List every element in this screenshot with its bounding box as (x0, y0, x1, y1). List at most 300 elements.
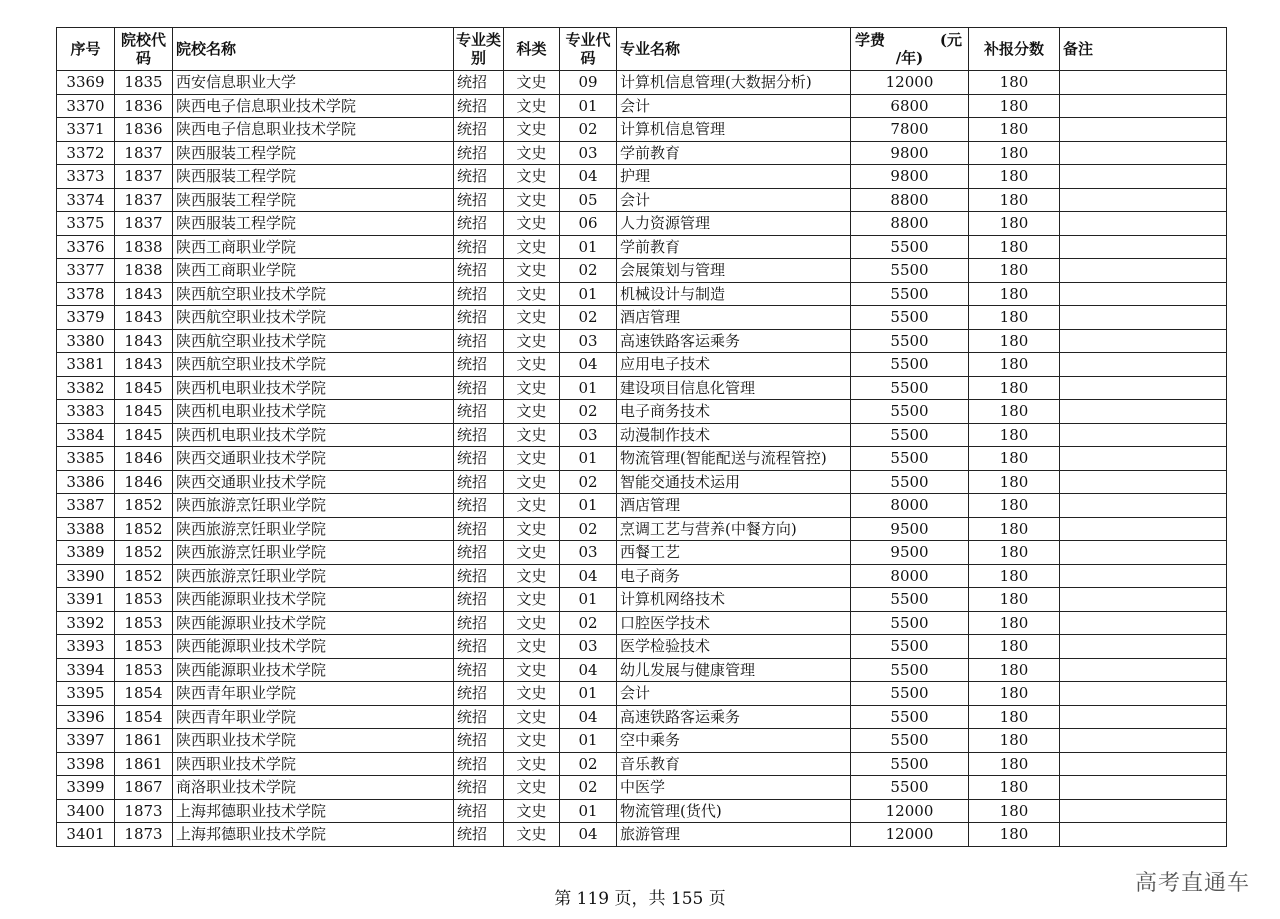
cell-subject: 文史 (504, 94, 560, 118)
cell-subject: 文史 (504, 564, 560, 588)
cell-score: 180 (969, 306, 1060, 330)
cell-major-name: 烹调工艺与营养(中餐方向) (617, 517, 851, 541)
cell-subject: 文史 (504, 259, 560, 283)
cell-note (1060, 282, 1227, 306)
cell-fee: 7800 (851, 118, 969, 142)
table-row (57, 729, 1227, 753)
cell-major-name: 物流管理(货代) (617, 799, 851, 823)
cell-major-type: 统招 (454, 517, 504, 541)
cell-major-code: 01 (560, 235, 617, 259)
cell-major-type: 统招 (454, 447, 504, 471)
cell-major-type: 统招 (454, 353, 504, 377)
cell-major-type: 统招 (454, 94, 504, 118)
cell-major-code: 01 (560, 799, 617, 823)
cell-fee: 5500 (851, 447, 969, 471)
cell-school-code: 1873 (115, 823, 173, 847)
page-number: 第 119 页，共 155 页 (554, 889, 726, 909)
cell-major-code: 01 (560, 494, 617, 518)
admissions-table (56, 27, 1227, 847)
cell-seq: 3391 (57, 588, 115, 612)
cell-school-code: 1845 (115, 376, 173, 400)
cell-major-name: 酒店管理 (617, 494, 851, 518)
cell-school-name: 陕西航空职业技术学院 (173, 353, 454, 377)
header-fee-unit-close: /年) (895, 49, 924, 67)
cell-subject: 文史 (504, 165, 560, 189)
cell-score: 180 (969, 282, 1060, 306)
cell-major-code: 05 (560, 188, 617, 212)
cell-major-name: 中医学 (617, 776, 851, 800)
cell-school-code: 1861 (115, 729, 173, 753)
cell-school-code: 1836 (115, 118, 173, 142)
cell-fee: 5500 (851, 729, 969, 753)
cell-major-type: 统招 (454, 306, 504, 330)
cell-score: 180 (969, 658, 1060, 682)
cell-note (1060, 235, 1227, 259)
cell-major-type: 统招 (454, 259, 504, 283)
cell-note (1060, 353, 1227, 377)
table-row (57, 541, 1227, 565)
cell-fee: 5500 (851, 329, 969, 353)
cell-major-code: 06 (560, 212, 617, 236)
cell-subject: 文史 (504, 517, 560, 541)
header-fee-unit-open: (元 (939, 31, 962, 49)
cell-score: 180 (969, 588, 1060, 612)
cell-subject: 文史 (504, 752, 560, 776)
cell-major-code: 02 (560, 776, 617, 800)
cell-score: 180 (969, 141, 1060, 165)
cell-major-code: 01 (560, 376, 617, 400)
cell-major-name: 建设项目信息化管理 (617, 376, 851, 400)
cell-fee: 5500 (851, 682, 969, 706)
cell-major-code: 01 (560, 682, 617, 706)
cell-seq: 3393 (57, 635, 115, 659)
cell-score: 180 (969, 376, 1060, 400)
cell-major-type: 统招 (454, 658, 504, 682)
cell-major-code: 03 (560, 635, 617, 659)
cell-seq: 3379 (57, 306, 115, 330)
cell-subject: 文史 (504, 71, 560, 95)
table-row (57, 141, 1227, 165)
cell-school-name: 陕西电子信息职业技术学院 (173, 118, 454, 142)
cell-major-code: 09 (560, 71, 617, 95)
cell-school-name: 陕西青年职业学院 (173, 682, 454, 706)
cell-note (1060, 94, 1227, 118)
cell-school-name: 陕西航空职业技术学院 (173, 282, 454, 306)
cell-school-name: 陕西服装工程学院 (173, 212, 454, 236)
cell-fee: 5500 (851, 705, 969, 729)
cell-score: 180 (969, 94, 1060, 118)
cell-seq: 3376 (57, 235, 115, 259)
cell-subject: 文史 (504, 212, 560, 236)
cell-major-code: 04 (560, 823, 617, 847)
cell-subject: 文史 (504, 118, 560, 142)
cell-major-type: 统招 (454, 823, 504, 847)
table-row (57, 188, 1227, 212)
cell-note (1060, 141, 1227, 165)
cell-score: 180 (969, 188, 1060, 212)
cell-major-name: 应用电子技术 (617, 353, 851, 377)
cell-seq: 3399 (57, 776, 115, 800)
cell-subject: 文史 (504, 188, 560, 212)
cell-score: 180 (969, 400, 1060, 424)
cell-school-name: 陕西能源职业技术学院 (173, 658, 454, 682)
cell-school-name: 陕西工商职业学院 (173, 259, 454, 283)
cell-note (1060, 118, 1227, 142)
cell-major-name: 会计 (617, 188, 851, 212)
cell-major-code: 01 (560, 447, 617, 471)
cell-major-name: 计算机信息管理 (617, 118, 851, 142)
cell-fee: 5500 (851, 611, 969, 635)
cell-seq: 3389 (57, 541, 115, 565)
cell-note (1060, 823, 1227, 847)
cell-note (1060, 447, 1227, 471)
cell-note (1060, 306, 1227, 330)
cell-major-code: 01 (560, 94, 617, 118)
cell-major-type: 统招 (454, 141, 504, 165)
cell-school-code: 1837 (115, 188, 173, 212)
cell-major-type: 统招 (454, 165, 504, 189)
cell-major-name: 口腔医学技术 (617, 611, 851, 635)
cell-note (1060, 71, 1227, 95)
header-school-name: 院校名称 (173, 28, 454, 71)
cell-school-code: 1835 (115, 71, 173, 95)
cell-note (1060, 400, 1227, 424)
cell-fee: 5500 (851, 259, 969, 283)
cell-subject: 文史 (504, 400, 560, 424)
cell-school-code: 1853 (115, 611, 173, 635)
cell-seq: 3385 (57, 447, 115, 471)
cell-seq: 3382 (57, 376, 115, 400)
cell-school-name: 陕西旅游烹饪职业学院 (173, 564, 454, 588)
cell-score: 180 (969, 799, 1060, 823)
cell-fee: 5500 (851, 776, 969, 800)
cell-school-name: 陕西航空职业技术学院 (173, 329, 454, 353)
cell-note (1060, 635, 1227, 659)
cell-fee: 5500 (851, 423, 969, 447)
cell-seq: 3369 (57, 71, 115, 95)
cell-school-code: 1843 (115, 282, 173, 306)
cell-note (1060, 188, 1227, 212)
table-row (57, 658, 1227, 682)
cell-school-name: 陕西机电职业技术学院 (173, 423, 454, 447)
cell-major-name: 酒店管理 (617, 306, 851, 330)
cell-major-name: 学前教育 (617, 141, 851, 165)
cell-school-name: 陕西能源职业技术学院 (173, 588, 454, 612)
cell-school-name: 陕西工商职业学院 (173, 235, 454, 259)
cell-major-code: 02 (560, 752, 617, 776)
cell-seq: 3386 (57, 470, 115, 494)
cell-seq: 3371 (57, 118, 115, 142)
table-row (57, 611, 1227, 635)
cell-score: 180 (969, 165, 1060, 189)
table-row (57, 306, 1227, 330)
cell-score: 180 (969, 71, 1060, 95)
cell-major-type: 统招 (454, 588, 504, 612)
cell-school-code: 1843 (115, 353, 173, 377)
cell-major-name: 物流管理(智能配送与流程管控) (617, 447, 851, 471)
cell-major-name: 旅游管理 (617, 823, 851, 847)
cell-school-code: 1854 (115, 705, 173, 729)
cell-score: 180 (969, 823, 1060, 847)
cell-fee: 5500 (851, 235, 969, 259)
cell-subject: 文史 (504, 235, 560, 259)
cell-major-name: 高速铁路客运乘务 (617, 329, 851, 353)
table-body (57, 71, 1227, 847)
table-row (57, 259, 1227, 283)
cell-score: 180 (969, 564, 1060, 588)
cell-school-code: 1854 (115, 682, 173, 706)
table-row (57, 705, 1227, 729)
header-note: 备注 (1060, 28, 1227, 71)
cell-subject: 文史 (504, 705, 560, 729)
cell-note (1060, 658, 1227, 682)
cell-fee: 9500 (851, 517, 969, 541)
table-row (57, 447, 1227, 471)
cell-major-type: 统招 (454, 776, 504, 800)
cell-major-code: 01 (560, 282, 617, 306)
table-row (57, 517, 1227, 541)
cell-subject: 文史 (504, 329, 560, 353)
cell-fee: 9500 (851, 541, 969, 565)
cell-major-type: 统招 (454, 470, 504, 494)
cell-school-name: 西安信息职业大学 (173, 71, 454, 95)
cell-school-name: 上海邦德职业技术学院 (173, 823, 454, 847)
cell-school-code: 1838 (115, 259, 173, 283)
table-row (57, 470, 1227, 494)
cell-fee: 12000 (851, 71, 969, 95)
cell-school-code: 1837 (115, 212, 173, 236)
cell-fee: 6800 (851, 94, 969, 118)
cell-subject: 文史 (504, 611, 560, 635)
cell-major-name: 人力资源管理 (617, 212, 851, 236)
cell-major-type: 统招 (454, 682, 504, 706)
cell-fee: 5500 (851, 470, 969, 494)
cell-score: 180 (969, 611, 1060, 635)
cell-score: 180 (969, 752, 1060, 776)
cell-school-name: 陕西服装工程学院 (173, 188, 454, 212)
cell-school-code: 1843 (115, 306, 173, 330)
cell-fee: 5500 (851, 376, 969, 400)
cell-school-code: 1853 (115, 658, 173, 682)
cell-subject: 文史 (504, 282, 560, 306)
table-row (57, 353, 1227, 377)
table-row (57, 165, 1227, 189)
cell-note (1060, 423, 1227, 447)
cell-school-name: 上海邦德职业技术学院 (173, 799, 454, 823)
cell-school-name: 陕西旅游烹饪职业学院 (173, 494, 454, 518)
cell-school-code: 1837 (115, 141, 173, 165)
cell-subject: 文史 (504, 376, 560, 400)
cell-seq: 3394 (57, 658, 115, 682)
table-row (57, 400, 1227, 424)
cell-major-code: 04 (560, 658, 617, 682)
cell-seq: 3372 (57, 141, 115, 165)
cell-school-code: 1836 (115, 94, 173, 118)
cell-subject: 文史 (504, 470, 560, 494)
cell-major-name: 机械设计与制造 (617, 282, 851, 306)
cell-score: 180 (969, 517, 1060, 541)
cell-subject: 文史 (504, 729, 560, 753)
cell-score: 180 (969, 705, 1060, 729)
cell-major-code: 01 (560, 588, 617, 612)
cell-note (1060, 517, 1227, 541)
cell-school-code: 1867 (115, 776, 173, 800)
cell-seq: 3387 (57, 494, 115, 518)
cell-score: 180 (969, 329, 1060, 353)
table-row (57, 282, 1227, 306)
cell-school-code: 1838 (115, 235, 173, 259)
table-row (57, 588, 1227, 612)
cell-school-name: 陕西旅游烹饪职业学院 (173, 517, 454, 541)
cell-fee: 5500 (851, 282, 969, 306)
cell-fee: 5500 (851, 353, 969, 377)
cell-major-name: 医学检验技术 (617, 635, 851, 659)
cell-note (1060, 776, 1227, 800)
cell-fee: 5500 (851, 752, 969, 776)
cell-major-type: 统招 (454, 635, 504, 659)
cell-school-code: 1852 (115, 517, 173, 541)
cell-major-name: 幼儿发展与健康管理 (617, 658, 851, 682)
cell-subject: 文史 (504, 799, 560, 823)
cell-school-name: 陕西旅游烹饪职业学院 (173, 541, 454, 565)
cell-fee: 8800 (851, 212, 969, 236)
cell-fee: 8000 (851, 494, 969, 518)
cell-major-type: 统招 (454, 541, 504, 565)
cell-fee: 5500 (851, 635, 969, 659)
table-row (57, 682, 1227, 706)
cell-note (1060, 494, 1227, 518)
cell-score: 180 (969, 494, 1060, 518)
cell-major-code: 04 (560, 564, 617, 588)
cell-major-code: 02 (560, 400, 617, 424)
cell-subject: 文史 (504, 353, 560, 377)
cell-major-name: 护理 (617, 165, 851, 189)
cell-fee: 5500 (851, 306, 969, 330)
cell-note (1060, 376, 1227, 400)
cell-school-name: 陕西服装工程学院 (173, 165, 454, 189)
cell-school-name: 陕西能源职业技术学院 (173, 611, 454, 635)
cell-score: 180 (969, 635, 1060, 659)
cell-score: 180 (969, 423, 1060, 447)
cell-school-code: 1837 (115, 165, 173, 189)
cell-score: 180 (969, 118, 1060, 142)
cell-major-name: 会计 (617, 682, 851, 706)
cell-fee: 12000 (851, 799, 969, 823)
cell-school-name: 陕西服装工程学院 (173, 141, 454, 165)
cell-subject: 文史 (504, 141, 560, 165)
table-row (57, 564, 1227, 588)
table-row (57, 212, 1227, 236)
cell-school-code: 1846 (115, 447, 173, 471)
cell-major-name: 计算机网络技术 (617, 588, 851, 612)
header-major-name: 专业名称 (617, 28, 851, 71)
cell-major-type: 统招 (454, 71, 504, 95)
cell-subject: 文史 (504, 635, 560, 659)
cell-subject: 文史 (504, 306, 560, 330)
cell-score: 180 (969, 682, 1060, 706)
cell-seq: 3401 (57, 823, 115, 847)
cell-school-code: 1852 (115, 494, 173, 518)
header-major-type: 专业类别 (454, 28, 504, 71)
cell-fee: 5500 (851, 658, 969, 682)
cell-school-name: 商洛职业技术学院 (173, 776, 454, 800)
cell-school-code: 1853 (115, 635, 173, 659)
cell-major-name: 会计 (617, 94, 851, 118)
watermark: 高考直通车 (1134, 871, 1250, 896)
cell-note (1060, 799, 1227, 823)
cell-seq: 3373 (57, 165, 115, 189)
cell-major-type: 统招 (454, 729, 504, 753)
cell-fee: 5500 (851, 588, 969, 612)
cell-major-name: 音乐教育 (617, 752, 851, 776)
cell-school-code: 1843 (115, 329, 173, 353)
cell-major-name: 电子商务 (617, 564, 851, 588)
cell-subject: 文史 (504, 682, 560, 706)
cell-major-name: 西餐工艺 (617, 541, 851, 565)
table-row (57, 71, 1227, 95)
cell-note (1060, 682, 1227, 706)
cell-major-code: 02 (560, 517, 617, 541)
cell-major-type: 统招 (454, 423, 504, 447)
cell-major-type: 统招 (454, 494, 504, 518)
cell-school-code: 1852 (115, 541, 173, 565)
cell-score: 180 (969, 541, 1060, 565)
cell-major-type: 统招 (454, 564, 504, 588)
cell-major-type: 统招 (454, 329, 504, 353)
cell-school-code: 1845 (115, 400, 173, 424)
cell-major-code: 04 (560, 353, 617, 377)
table-row (57, 494, 1227, 518)
cell-school-code: 1845 (115, 423, 173, 447)
cell-seq: 3378 (57, 282, 115, 306)
table-row (57, 329, 1227, 353)
cell-seq: 3396 (57, 705, 115, 729)
cell-major-code: 04 (560, 705, 617, 729)
cell-note (1060, 470, 1227, 494)
cell-subject: 文史 (504, 423, 560, 447)
header-fee-label: 学费 (855, 31, 886, 49)
table-row (57, 752, 1227, 776)
cell-seq: 3384 (57, 423, 115, 447)
cell-major-code: 04 (560, 165, 617, 189)
cell-school-name: 陕西航空职业技术学院 (173, 306, 454, 330)
cell-seq: 3390 (57, 564, 115, 588)
cell-school-name: 陕西职业技术学院 (173, 752, 454, 776)
cell-score: 180 (969, 259, 1060, 283)
cell-subject: 文史 (504, 658, 560, 682)
cell-major-type: 统招 (454, 705, 504, 729)
table-row (57, 635, 1227, 659)
cell-major-type: 统招 (454, 235, 504, 259)
cell-fee: 9800 (851, 165, 969, 189)
cell-seq: 3392 (57, 611, 115, 635)
cell-score: 180 (969, 235, 1060, 259)
cell-fee: 8000 (851, 564, 969, 588)
cell-subject: 文史 (504, 541, 560, 565)
cell-score: 180 (969, 729, 1060, 753)
cell-score: 180 (969, 447, 1060, 471)
header-school-code: 院校代码 (115, 28, 173, 71)
table-row (57, 823, 1227, 847)
cell-score: 180 (969, 470, 1060, 494)
cell-subject: 文史 (504, 588, 560, 612)
cell-school-code: 1873 (115, 799, 173, 823)
cell-major-code: 03 (560, 423, 617, 447)
cell-seq: 3377 (57, 259, 115, 283)
cell-school-code: 1852 (115, 564, 173, 588)
cell-subject: 文史 (504, 494, 560, 518)
cell-major-name: 会展策划与管理 (617, 259, 851, 283)
